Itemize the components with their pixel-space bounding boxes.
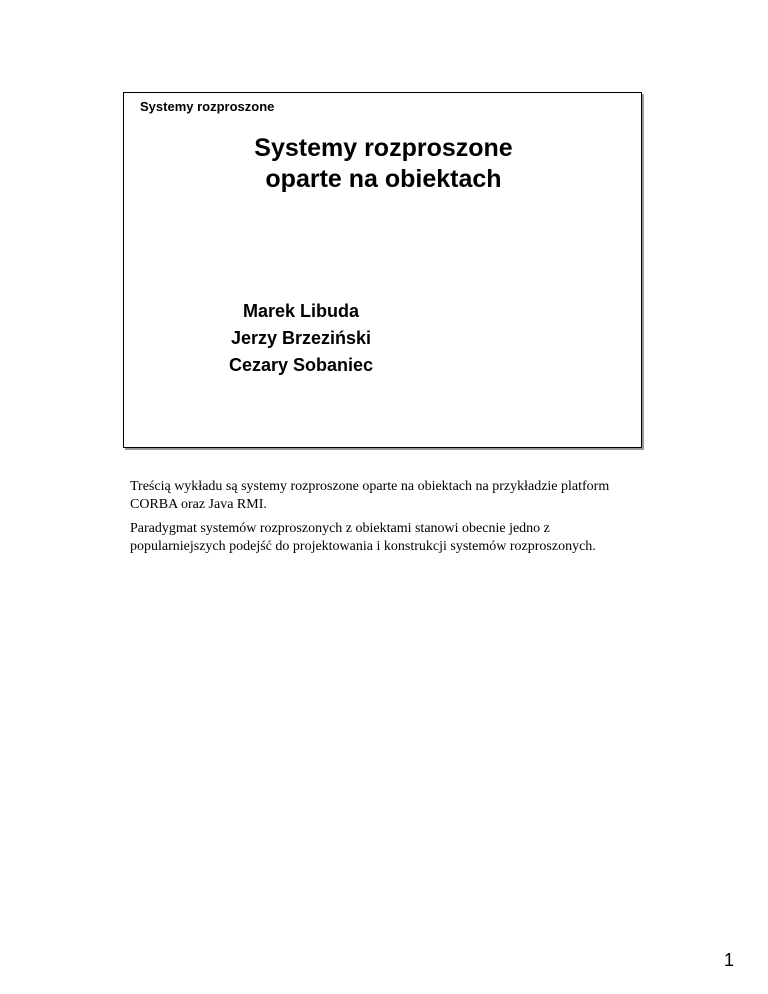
speaker-notes	[130, 478, 630, 562]
author-list	[206, 298, 396, 379]
notes-paragraph: Paradygmat systemów rozproszonych z obiektami stanowi obecnie jedno z popularniejszych podejść do projektowania i konstrukcji systemów rozproszonych.	[130, 521, 596, 554]
slide-frame	[123, 92, 642, 448]
slide-title-line: oparte na obiektach	[265, 165, 502, 193]
author-name: Jerzy Brzeziński	[230, 328, 372, 348]
author-name: Cezary Sobaniec	[228, 355, 374, 375]
slide-header: Systemy rozproszone	[140, 99, 275, 114]
page-number: 1	[724, 950, 735, 970]
slide-title-line: Systemy rozproszone	[254, 134, 513, 162]
slide-title	[124, 133, 643, 195]
author-name: Marek Libuda	[242, 301, 360, 321]
notes-paragraph: Treścią wykładu są systemy rozproszone oparte na obiektach na przykładzie platform CORBA oraz Java RMI.	[130, 479, 610, 512]
